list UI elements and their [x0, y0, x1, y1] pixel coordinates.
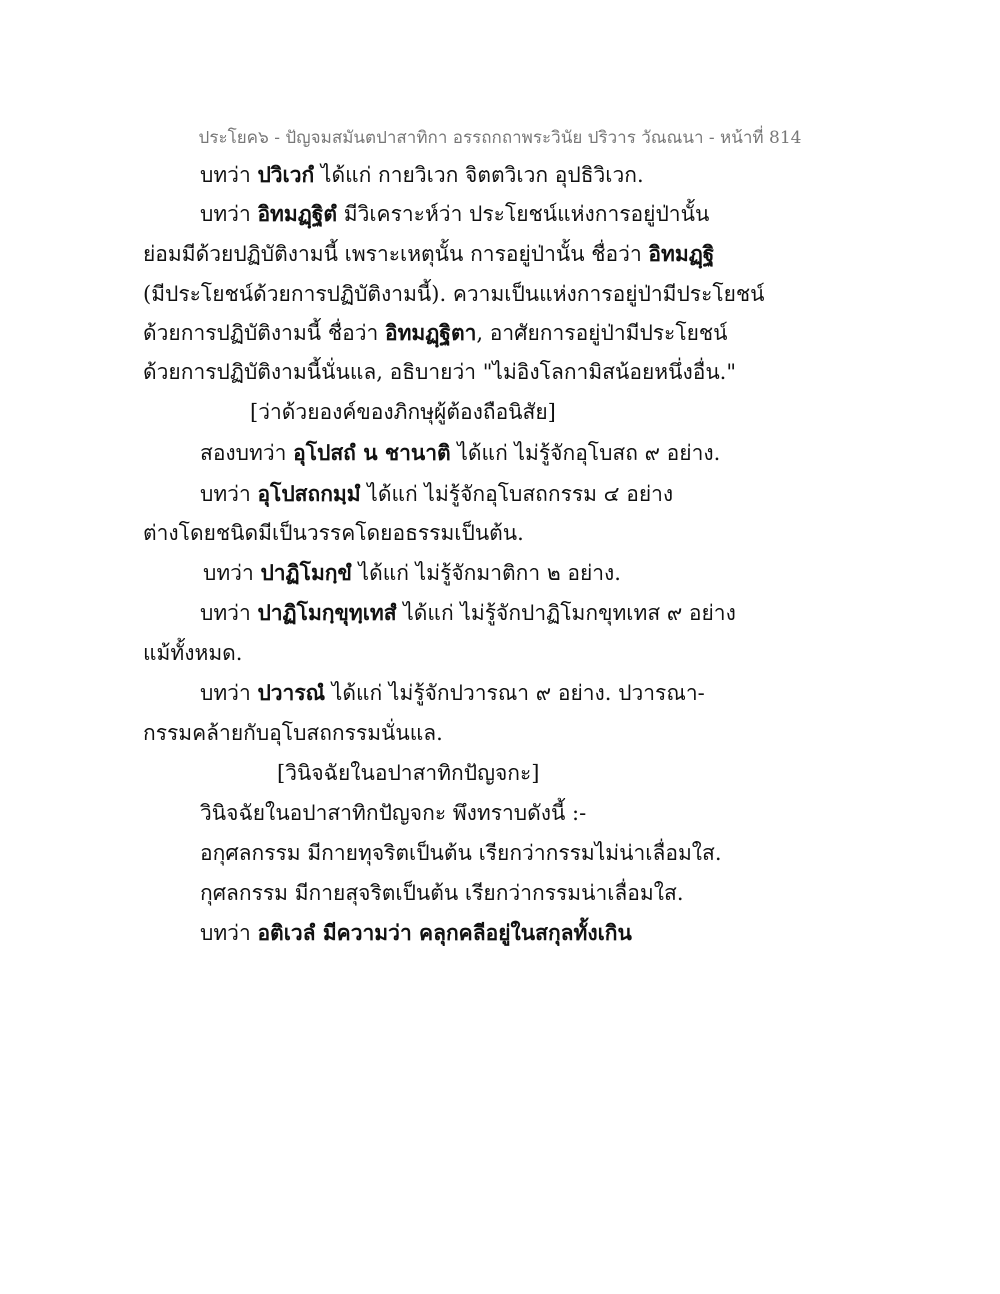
text-line: บทว่า ปาฏิโมกฺขุทฺเทสํ ได้แก่ ไม่รู้จักปาฏิโมกขุทเทส ๙ อย่าง	[200, 600, 736, 625]
text-line: แม้ทั้งหมด.	[143, 641, 243, 665]
text-line: ด้วยการปฏิบัติงามนี้นั่นแล, อธิบายว่า "ไม่อิงโลกามิสน้อยหนึ่งอื่น."	[143, 360, 737, 384]
text-line: ต่างโดยชนิดมีเป็นวรรคโดยอธรรมเป็นต้น.	[143, 521, 524, 545]
text-line: บทว่า ปาฏิโมกฺขํ ได้แก่ ไม่รู้จักมาติกา ๒ อย่าง.	[203, 560, 621, 585]
text-line: บทว่า อุโปสถกมฺมํ ได้แก่ ไม่รู้จักอุโบสถกรรม ๔ อย่าง	[200, 481, 674, 506]
text-line: บทว่า อิทมฏฺฐิตํ มีวิเคราะห์ว่า ประโยชน์แห่งการอยู่ป่านั้น	[200, 201, 710, 226]
text-line: (มีประโยชน์ด้วยการปฏิบัติงามนี้). ความเป็นแห่งการอยู่ป่ามีประโยชน์	[143, 282, 765, 306]
page-header-text: ประโยค๖ - ปัญจมสมันตปาสาทิกา อรรถกถาพระวินัย ปริวาร วัณณนา - หน้าที่ 814	[198, 128, 802, 148]
text-line: บทว่า ปวิเวกํ ได้แก่ กายวิเวก จิตตวิเวก อุปธิวิเวก.	[200, 162, 644, 187]
page-header	[0, 124, 1000, 151]
text-line: บทว่า อติเวลํ มีความว่า คลุกคลีอยู่ในสกุลทั้งเกิน	[200, 920, 632, 945]
text-line: ย่อมมีด้วยปฏิบัติงามนี้ เพราะเหตุนั้น การอยู่ป่านั้น ชื่อว่า อิทมฏฺฐิ	[143, 241, 715, 266]
text-line: วินิจฉัยในอปาสาทิกปัญจกะ พึงทราบดังนี้ :-	[200, 801, 587, 825]
text-line: กุศลกรรม มีกายสุจริตเป็นต้น เรียกว่ากรรมน่าเลื่อมใส.	[200, 881, 684, 905]
section-heading: [วินิจฉัยในอปาสาทิกปัญจกะ]	[277, 761, 540, 785]
text-line: ด้วยการปฏิบัติงามนี้ ชื่อว่า อิทมฏฺฐิตา, อาศัยการอยู่ป่ามีประโยชน์	[143, 320, 728, 345]
text-line: อกุศลกรรม มีกายทุจริตเป็นต้น เรียกว่ากรรมไม่น่าเลื่อมใส.	[200, 841, 722, 865]
text-line: บทว่า ปวารณํ ได้แก่ ไม่รู้จักปวารณา ๙ อย่าง. ปวารณา-	[200, 680, 705, 705]
text-line: สองบทว่า อุโปสถํ น ชานาติ ได้แก่ ไม่รู้จักอุโบสถ ๙ อย่าง.	[200, 440, 721, 465]
section-heading: [ว่าด้วยองค์ของภิกษุผู้ต้องถือนิสัย]	[250, 400, 556, 424]
text-line: กรรมคล้ายกับอุโบสถกรรมนั่นแล.	[143, 721, 443, 745]
